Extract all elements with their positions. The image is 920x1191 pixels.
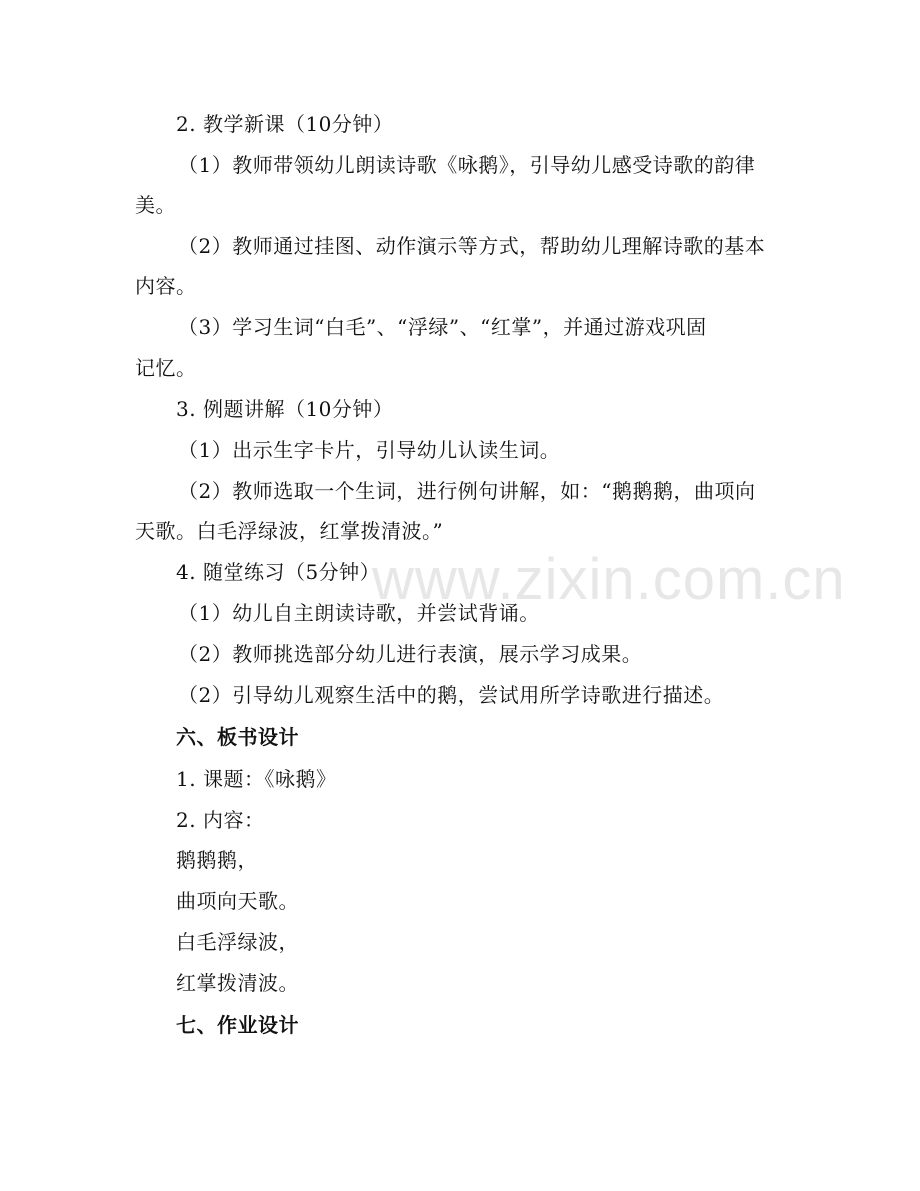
paragraph-line: 记忆。 (135, 356, 197, 380)
section-classroom-practice: 4. 随堂练习（5分钟） (176, 560, 381, 584)
heading-homework-design: 七、作业设计 (176, 1013, 299, 1037)
paragraph-line: 美。 (135, 193, 176, 217)
paragraph-line: （3）学习生词“白毛”、“浮绿”、“红掌”，并通过游戏巩固 (178, 315, 707, 339)
poem-line: 白毛浮绿波， (176, 930, 299, 954)
paragraph-line: （2）教师通过挂图、动作演示等方式，帮助幼儿理解诗歌的基本 (178, 234, 766, 258)
poem-line: 鹅鹅鹅， (176, 848, 258, 872)
section-example-explanation: 3. 例题讲解（10分钟） (176, 397, 394, 421)
paragraph-line: （1）出示生字卡片，引导幼儿认读生词。 (178, 438, 561, 462)
paragraph-line: （2）教师挑选部分幼儿进行表演，展示学习成果。 (178, 642, 643, 666)
section-teaching-new-lesson: 2. 教学新课（10分钟） (176, 112, 394, 136)
poem-line: 红掌拨清波。 (176, 971, 299, 995)
paragraph-line: 内容。 (135, 274, 197, 298)
paragraph-line: 1. 课题：《咏鹅》 (176, 767, 337, 791)
paragraph-line: （2）教师选取一个生词，进行例句讲解，如：“鹅鹅鹅，曲项向 (178, 479, 756, 503)
paragraph-line: 天歌。白毛浮绿波，红掌拨清波。” (135, 519, 444, 543)
paragraph-line: 2. 内容： (176, 808, 265, 832)
paragraph-line: （2）引导幼儿观察生活中的鹅，尝试用所学诗歌进行描述。 (178, 683, 725, 707)
paragraph-line: （1）幼儿自主朗读诗歌，并尝试背诵。 (178, 601, 540, 625)
paragraph-line: （1）教师带领幼儿朗读诗歌《咏鹅》，引导幼儿感受诗歌的韵律 (178, 153, 756, 177)
watermark-text: www.zixin.com.cn (372, 547, 846, 612)
heading-board-design: 六、板书设计 (176, 725, 299, 749)
poem-line: 曲项向天歌。 (176, 889, 299, 913)
